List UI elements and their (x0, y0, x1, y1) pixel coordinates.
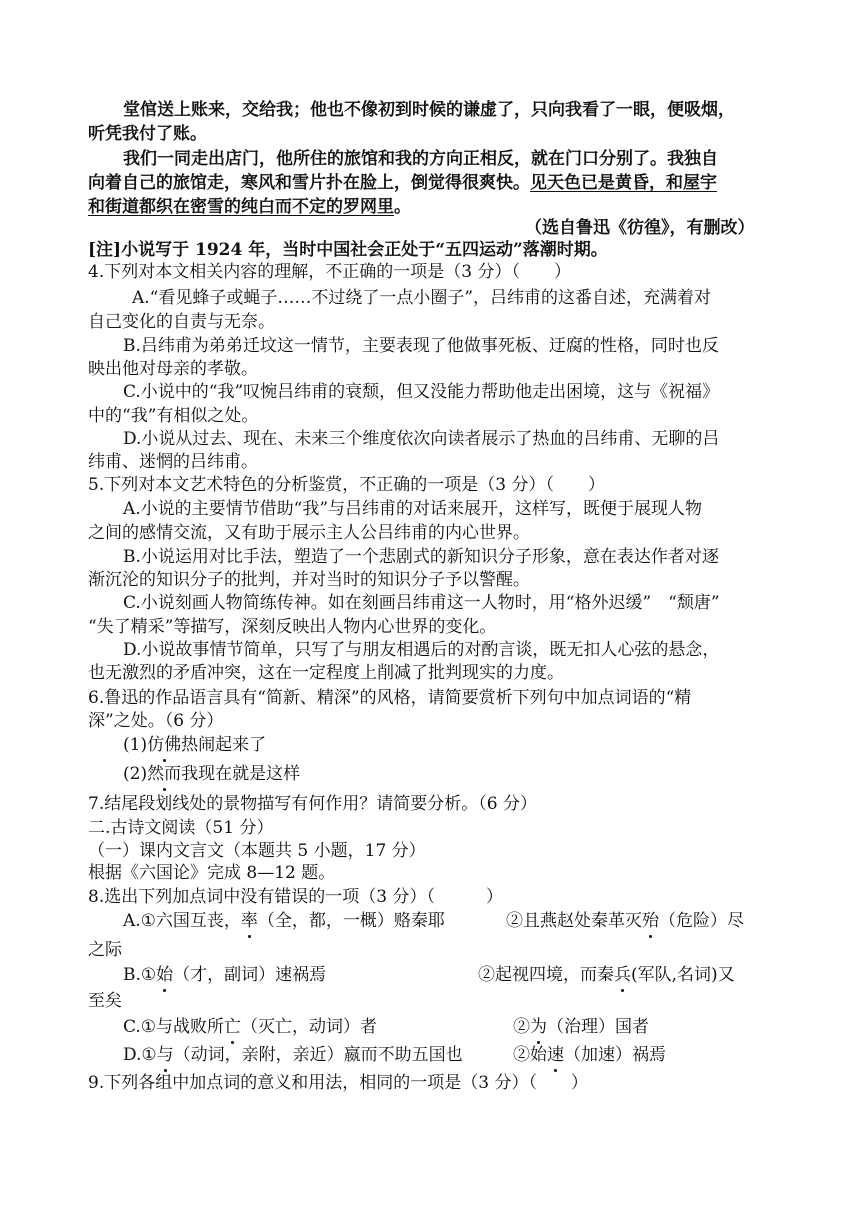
q4-option-c: C.小说中的“我”叹惋吕纬甫的衰颓，但又没能力帮助他走出困境，这与《祝福》 (123, 382, 720, 402)
sentence-number: (1) (123, 735, 148, 755)
question-9-stem: 9.下列各组中加点词的意义和用法，相同的一项是（3 分）（ ） (88, 1073, 588, 1093)
option-text: （治理）国者 (547, 1017, 649, 1037)
q8-option-b-2 (478, 965, 735, 985)
question-5-stem: 5.下列对本文艺术特色的分析鉴赏，不正确的一项是（3 分）（ ） (88, 475, 605, 495)
option-text: （危险）尽 (659, 911, 744, 931)
dotted-word: 与 (156, 1045, 174, 1065)
sentence-number: (2) (123, 764, 148, 784)
q8-option-a-2 (506, 911, 744, 931)
underlined-scenery-text: 和街道都织在密雪的纯白而不定的罗网里 (88, 197, 394, 217)
option-text: C.①与战败所 (123, 1017, 225, 1037)
q8-option-c-2 (513, 1017, 649, 1037)
section-2-subtitle: （一）课内文言文（本题共 5 小题，17 分） (88, 841, 426, 861)
passage-text: 向着自己的旅馆走，寒风和雪片扑在脸上，倒觉得很爽快。 (88, 173, 530, 193)
dotted-word: 仿佛 (147, 735, 182, 755)
passage-line: 听凭我付了账。 (88, 124, 207, 144)
question-6-stem-cont: 深”之处。（6 分） (88, 711, 224, 731)
q5-option-a: A.小说的主要情节借助“我”与吕纬甫的对话来展开，这样写，既便于展现人物 (123, 499, 703, 519)
option-text: （加速）祸焉 (564, 1045, 666, 1065)
option-text: B.① (123, 965, 157, 985)
q6-sentence-2 (123, 764, 300, 784)
q8-option-a-1 (123, 911, 445, 931)
q8-option-c-1 (123, 1017, 377, 1037)
option-text: ②起视四境，而秦 (478, 965, 614, 985)
option-text: ②且燕赵处秦革灭 (506, 911, 642, 931)
underlined-scenery-text: 见天色已是黄昏，和屋宇 (530, 173, 717, 193)
option-text: （灭亡，动词）者 (241, 1017, 378, 1037)
passage-note: [注]小说写于 1924 年，当时中国社会正处于“五四运动”落潮时期。 (88, 240, 608, 260)
q5-option-b-cont: 渐沉沦的知识分子的批判，并对当时的知识分子予以警醒。 (88, 570, 530, 590)
dotted-word: 兵 (614, 965, 631, 985)
q4-option-a: A.“看见蜂子或蝇子……不过绕了一点小圈子”，吕纬甫的这番自述，充满着对 (132, 288, 712, 308)
sentence-text: 我现在就是这样 (181, 764, 301, 784)
question-6-stem: 6.鲁迅的作品语言具有“简新、精深”的风格，请简要赏析下列句中加点词语的“精 (88, 688, 692, 708)
dotted-word: 始 (156, 965, 174, 985)
q8-option-b-cont: 至矣 (88, 991, 122, 1011)
dotted-word: 然而 (147, 764, 182, 784)
q4-option-a-cont: 自己变化的自责与无奈。 (88, 312, 275, 332)
option-text: A.①六国互丧， (123, 911, 241, 931)
q4-option-d-cont: 纬甫、迷惘的吕纬甫。 (88, 452, 258, 472)
dotted-word: 亡 (224, 1017, 242, 1037)
dotted-word: 殆 (642, 911, 659, 931)
option-text: ② (513, 1017, 530, 1037)
q4-option-b-cont: 映出他对母亲的孝敬。 (88, 359, 258, 379)
q8-option-a-cont: 之际 (88, 940, 122, 960)
option-text: ②始 (513, 1045, 547, 1065)
dotted-word: 率 (240, 911, 258, 931)
q6-sentence-1 (123, 735, 266, 755)
q5-option-b: B.小说运用对比手法，塑造了一个悲剧式的新知识分子形象，意在表达作者对逐 (123, 547, 719, 567)
q8-option-d-2 (513, 1045, 666, 1065)
sentence-text: 热闹起来了 (181, 735, 267, 755)
option-text: D.① (123, 1045, 157, 1065)
section-2-intro: 根据《六国论》完成 8—12 题。 (88, 863, 336, 883)
q8-option-b-1 (123, 965, 326, 985)
q5-option-d-cont: 也无激烈的矛盾冲突，这在一定程度上削减了批判现实的力度。 (88, 663, 564, 683)
question-8-stem: 8.选出下列加点词中没有错误的一项（3 分）（ ） (88, 887, 503, 907)
question-7-stem: 7.结尾段划线处的景物描写有何作用？请简要分析。（6 分） (88, 794, 537, 814)
q8-option-d-1 (123, 1045, 463, 1065)
dotted-word: 为 (530, 1017, 547, 1037)
passage-line: 堂倌送上账来，交给我；他也不像初到时候的谦虚了，只向我看了一眼，便吸烟， (123, 100, 735, 120)
passage-line (88, 197, 411, 217)
section-2-title: 二.古诗文阅读（51 分） (88, 818, 274, 838)
q5-option-a-cont: 之间的感情交流，又有助于展示主人公吕纬甫的内心世界。 (88, 523, 530, 543)
passage-line: 我们一同走出店门，他所住的旅馆和我的方向正相反，就在门口分别了。我独自 (123, 149, 718, 169)
passage-source: （选自鲁迅《彷徨》，有删改） (525, 218, 755, 238)
passage-line (88, 173, 717, 193)
q5-option-c-cont: “失了精采”等描写，深刻反映出人物内心世界的变化。 (88, 617, 497, 637)
option-text: (军队,名词)又 (631, 965, 735, 985)
option-text: （动词，亲附，亲近）嬴而不助五国也 (173, 1045, 463, 1065)
option-text: （才，副词）速祸焉 (173, 965, 327, 985)
q5-option-c: C.小说刻画人物简练传神。如在刻画吕纬甫这一人物时，用“格外迟缓” “颓唐” (123, 593, 720, 613)
q5-option-d: D.小说故事情节简单，只写了与朋友相遇后的对酌言谈，既无扣人心弦的悬念， (123, 640, 720, 660)
q4-option-d: D.小说从过去、现在、未来三个维度依次向读者展示了热血的吕纬甫、无聊的吕 (123, 429, 720, 449)
option-text: （全，都，一概）赂秦耶 (257, 911, 445, 931)
dotted-word: 速 (547, 1045, 564, 1065)
q4-option-b: B.吕纬甫为弟弟迁坟这一情节，主要表现了他做事死板、迂腐的性格，同时也反 (123, 336, 719, 356)
q4-option-c-cont: 中的“我”有相似之处。 (88, 406, 259, 426)
passage-text: 。 (394, 197, 411, 217)
question-4-stem: 4.下列对本文相关内容的理解，不正确的一项是（3 分）（ ） (88, 262, 571, 282)
